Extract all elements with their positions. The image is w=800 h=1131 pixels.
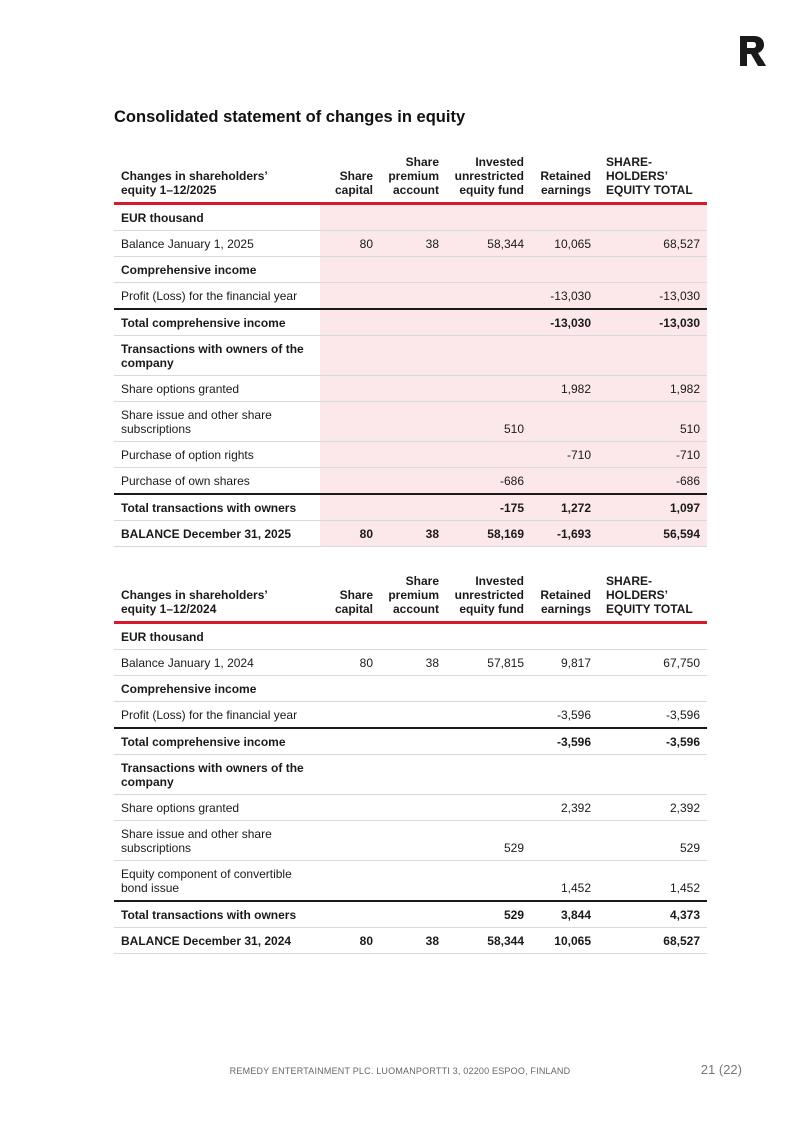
header-retained-earnings (531, 567, 598, 623)
header-share-premium (380, 148, 446, 204)
cell-retained-earnings (531, 755, 598, 795)
table-body (114, 623, 707, 954)
header-label (114, 148, 320, 204)
cell-equity-total: 56,594 (598, 521, 707, 547)
header-share-premium-line: Share (405, 574, 439, 588)
header-share-premium-line: premium (388, 588, 439, 602)
cell-share-capital: 80 (320, 521, 380, 547)
cell-equity-total: 1,982 (598, 376, 707, 402)
row-label: Transactions with owners of the company (121, 342, 304, 370)
header-retained-earnings-line: earnings (540, 183, 591, 197)
cell-equity-total: -13,030 (598, 283, 707, 310)
cell-retained-earnings: -3,596 (556, 708, 591, 722)
table-row (114, 309, 707, 336)
header-invested-equity (446, 567, 531, 623)
page-title: Consolidated statement of changes in equity (114, 108, 466, 126)
header-share-premium-line: premium (388, 169, 439, 183)
header-invested-equity-line: Invested (475, 155, 524, 169)
cell-invested-equity (446, 336, 531, 376)
cell-share-premium: 38 (380, 521, 446, 547)
cell-invested-equity (446, 257, 531, 283)
cell-equity-total (598, 623, 707, 650)
cell-share-capital (320, 283, 380, 310)
cell-share-premium (380, 257, 446, 283)
header-share-premium (380, 567, 446, 623)
table-row (114, 861, 707, 902)
table-row (114, 336, 707, 376)
cell-share-premium (380, 702, 446, 729)
cell-share-premium (380, 494, 446, 521)
header-share-capital-line: capital (334, 183, 373, 197)
table-row (114, 376, 707, 402)
row-label: Total transactions with owners (121, 501, 297, 515)
header-retained-earnings-line: Retained (540, 588, 591, 602)
cell-share-capital (320, 861, 380, 902)
header-label-line: Changes in shareholders’ (121, 169, 268, 183)
cell-invested-equity: -686 (446, 468, 531, 495)
cell-share-capital: 80 (359, 934, 373, 948)
header-share-capital (320, 567, 380, 623)
cell-share-premium: 38 (380, 231, 446, 257)
header-equity-total (598, 148, 707, 204)
cell-share-premium (380, 309, 446, 336)
header-label-line: Changes in shareholders’ (121, 588, 268, 602)
table-body (114, 204, 707, 547)
row-label: BALANCE December 31, 2025 (121, 527, 292, 541)
cell-share-capital (320, 795, 380, 821)
cell-retained-earnings: 10,065 (531, 231, 598, 257)
cell-retained-earnings (531, 204, 598, 231)
cell-equity-total (598, 257, 707, 283)
cell-share-capital (320, 402, 380, 442)
cell-retained-earnings: 10,065 (554, 934, 591, 948)
cell-invested-equity (446, 861, 531, 902)
table-row (114, 494, 707, 521)
table-row (114, 468, 707, 495)
cell-share-premium (380, 283, 446, 310)
cell-retained-earnings: 9,817 (560, 656, 591, 670)
cell-equity-total: 1,097 (598, 494, 707, 521)
cell-share-capital (320, 442, 380, 468)
table-row (114, 402, 707, 442)
row-label: Share issue and other share subscriptions (121, 408, 272, 436)
row-label: Comprehensive income (121, 263, 257, 277)
header-invested-equity-line: equity fund (459, 183, 524, 197)
header-label-line: equity 1–12/2025 (121, 183, 217, 197)
row-label: Share options granted (121, 801, 240, 815)
table-row (114, 231, 707, 257)
cell-equity-total: 4,373 (669, 908, 700, 922)
cell-equity-total (598, 336, 707, 376)
cell-equity-total: -686 (598, 468, 707, 495)
table-row (114, 821, 707, 861)
cell-share-premium (380, 861, 446, 902)
cell-invested-equity (446, 204, 531, 231)
cell-share-premium (380, 468, 446, 495)
cell-share-capital (320, 623, 380, 650)
cell-equity-total (598, 204, 707, 231)
row-label: Transactions with owners of the company (121, 761, 304, 789)
header-equity-total-line: SHARE- (606, 574, 653, 588)
header-share-premium-line: account (392, 602, 439, 616)
cell-equity-total: 67,750 (663, 656, 700, 670)
cell-equity-total: 68,527 (598, 231, 707, 257)
header-equity-total-line: HOLDERS’ (606, 169, 669, 183)
cell-invested-equity (446, 376, 531, 402)
table-row (114, 676, 707, 702)
cell-retained-earnings: -710 (531, 442, 598, 468)
cell-retained-earnings (531, 336, 598, 376)
table-row (114, 257, 707, 283)
row-label: Total comprehensive income (121, 735, 286, 749)
cell-equity-total: 68,527 (663, 934, 700, 948)
cell-equity-total: 510 (598, 402, 707, 442)
page-number: 21 (22) (700, 1062, 742, 1077)
table-row (114, 755, 707, 795)
cell-invested-equity (446, 728, 531, 755)
header-equity-total-line: HOLDERS’ (606, 588, 669, 602)
header-share-capital-line: capital (334, 602, 373, 616)
cell-share-premium (380, 623, 446, 650)
cell-equity-total: -13,030 (598, 309, 707, 336)
table-row (114, 901, 707, 928)
cell-share-premium (380, 728, 446, 755)
cell-invested-equity: 510 (446, 402, 531, 442)
header-label (114, 567, 320, 623)
remedy-logo-icon (740, 36, 770, 66)
cell-invested-equity (446, 283, 531, 310)
cell-retained-earnings: -13,030 (531, 309, 598, 336)
row-label: BALANCE December 31, 2024 (121, 934, 292, 948)
cell-equity-total (598, 755, 707, 795)
cell-share-capital (320, 901, 380, 928)
cell-invested-equity: 57,815 (487, 656, 524, 670)
table-row (114, 442, 707, 468)
header-share-capital-line: Share (339, 169, 373, 183)
row-label: EUR thousand (121, 211, 204, 225)
cell-invested-equity: 58,344 (487, 934, 524, 948)
row-label: Purchase of own shares (121, 474, 250, 488)
cell-invested-equity (446, 442, 531, 468)
cell-retained-earnings: 1,272 (531, 494, 598, 521)
cell-share-capital (320, 494, 380, 521)
cell-equity-total: 2,392 (669, 801, 700, 815)
footer-address: REMEDY ENTERTAINMENT PLC. LUOMANPORTTI 3, 02200 ESPOO, FINLAND (229, 1066, 571, 1076)
table-row (114, 283, 707, 310)
cell-share-premium (380, 376, 446, 402)
header-equity-total-line: SHARE- (606, 155, 653, 169)
table-row (114, 204, 707, 231)
cell-equity-total: 529 (679, 841, 700, 855)
cell-equity-total: 1,452 (669, 881, 700, 895)
cell-invested-equity (446, 623, 531, 650)
row-label: Balance January 1, 2025 (121, 237, 254, 251)
cell-equity-total: -710 (598, 442, 707, 468)
header-share-capital (320, 148, 380, 204)
cell-retained-earnings: 3,844 (560, 908, 591, 922)
cell-invested-equity: -175 (446, 494, 531, 521)
equity-table-2024 (114, 567, 707, 954)
table-row (114, 623, 707, 650)
cell-retained-earnings: 1,452 (560, 881, 591, 895)
cell-invested-equity (446, 795, 531, 821)
row-label: Profit (Loss) for the financial year (121, 708, 298, 722)
cell-share-capital (320, 728, 380, 755)
cell-equity-total: -3,596 (665, 708, 700, 722)
cell-share-capital (320, 204, 380, 231)
row-label: Total transactions with owners (121, 908, 297, 922)
header-invested-equity-line: Invested (475, 574, 524, 588)
header-invested-equity-line: equity fund (459, 602, 524, 616)
table-row (114, 795, 707, 821)
cell-invested-equity (446, 755, 531, 795)
header-invested-equity-line: unrestricted (454, 169, 524, 183)
table-row (114, 650, 707, 676)
table-row (114, 928, 707, 954)
table-row (114, 728, 707, 755)
row-label: EUR thousand (121, 630, 204, 644)
header-share-premium-line: account (392, 183, 439, 197)
cell-retained-earnings (531, 676, 598, 702)
row-label: Purchase of option rights (121, 448, 254, 462)
cell-share-premium (380, 204, 446, 231)
cell-retained-earnings (531, 257, 598, 283)
cell-share-capital: 80 (320, 231, 380, 257)
cell-share-premium (380, 402, 446, 442)
cell-share-premium (380, 821, 446, 861)
cell-share-premium (380, 336, 446, 376)
cell-share-capital (320, 376, 380, 402)
cell-share-capital (320, 336, 380, 376)
cell-invested-equity (446, 702, 531, 729)
table-row (114, 702, 707, 729)
cell-retained-earnings: -1,693 (531, 521, 598, 547)
cell-share-capital (320, 702, 380, 729)
cell-share-premium: 38 (425, 656, 439, 670)
cell-equity-total (598, 676, 707, 702)
cell-retained-earnings (531, 821, 598, 861)
table-header-row (114, 148, 707, 204)
cell-share-capital (320, 821, 380, 861)
row-label: Balance January 1, 2024 (121, 656, 254, 670)
cell-share-capital (320, 309, 380, 336)
cell-retained-earnings: -3,596 (556, 735, 591, 749)
header-label-line: equity 1–12/2024 (121, 602, 217, 616)
equity-table-2025 (114, 148, 707, 547)
cell-share-premium (380, 676, 446, 702)
row-label: Share issue and other share subscriptions (121, 827, 272, 855)
header-invested-equity (446, 148, 531, 204)
cell-share-premium (380, 442, 446, 468)
cell-invested-equity (446, 676, 531, 702)
cell-share-capital (320, 676, 380, 702)
row-label: Share options granted (121, 382, 240, 396)
cell-invested-equity: 58,344 (446, 231, 531, 257)
row-label: Total comprehensive income (121, 316, 286, 330)
header-equity-total-line: EQUITY TOTAL (606, 183, 693, 197)
header-equity-total (598, 567, 707, 623)
cell-share-capital (320, 468, 380, 495)
row-label: Profit (Loss) for the financial year (121, 289, 298, 303)
cell-retained-earnings (531, 623, 598, 650)
cell-equity-total: -3,596 (665, 735, 700, 749)
cell-share-premium (380, 795, 446, 821)
cell-share-premium: 38 (425, 934, 439, 948)
cell-retained-earnings: 2,392 (560, 801, 591, 815)
cell-retained-earnings: -13,030 (531, 283, 598, 310)
cell-invested-equity: 58,169 (446, 521, 531, 547)
header-share-premium-line: Share (405, 155, 439, 169)
header-invested-equity-line: unrestricted (454, 588, 524, 602)
header-retained-earnings (531, 148, 598, 204)
cell-retained-earnings (531, 468, 598, 495)
row-label: Comprehensive income (121, 682, 257, 696)
cell-share-capital (320, 257, 380, 283)
cell-share-capital: 80 (359, 656, 373, 670)
row-label: Equity component of convertible bond issue (121, 867, 292, 895)
cell-share-premium (380, 755, 446, 795)
cell-invested-equity (446, 309, 531, 336)
table-header-row (114, 567, 707, 623)
cell-invested-equity: 529 (503, 841, 524, 855)
cell-share-capital (320, 755, 380, 795)
cell-retained-earnings: 1,982 (531, 376, 598, 402)
table-row (114, 521, 707, 547)
header-retained-earnings-line: Retained (540, 169, 591, 183)
header-retained-earnings-line: earnings (540, 602, 591, 616)
cell-share-premium (380, 901, 446, 928)
cell-retained-earnings (531, 402, 598, 442)
header-equity-total-line: EQUITY TOTAL (606, 602, 693, 616)
header-share-capital-line: Share (339, 588, 373, 602)
cell-invested-equity: 529 (503, 908, 524, 922)
